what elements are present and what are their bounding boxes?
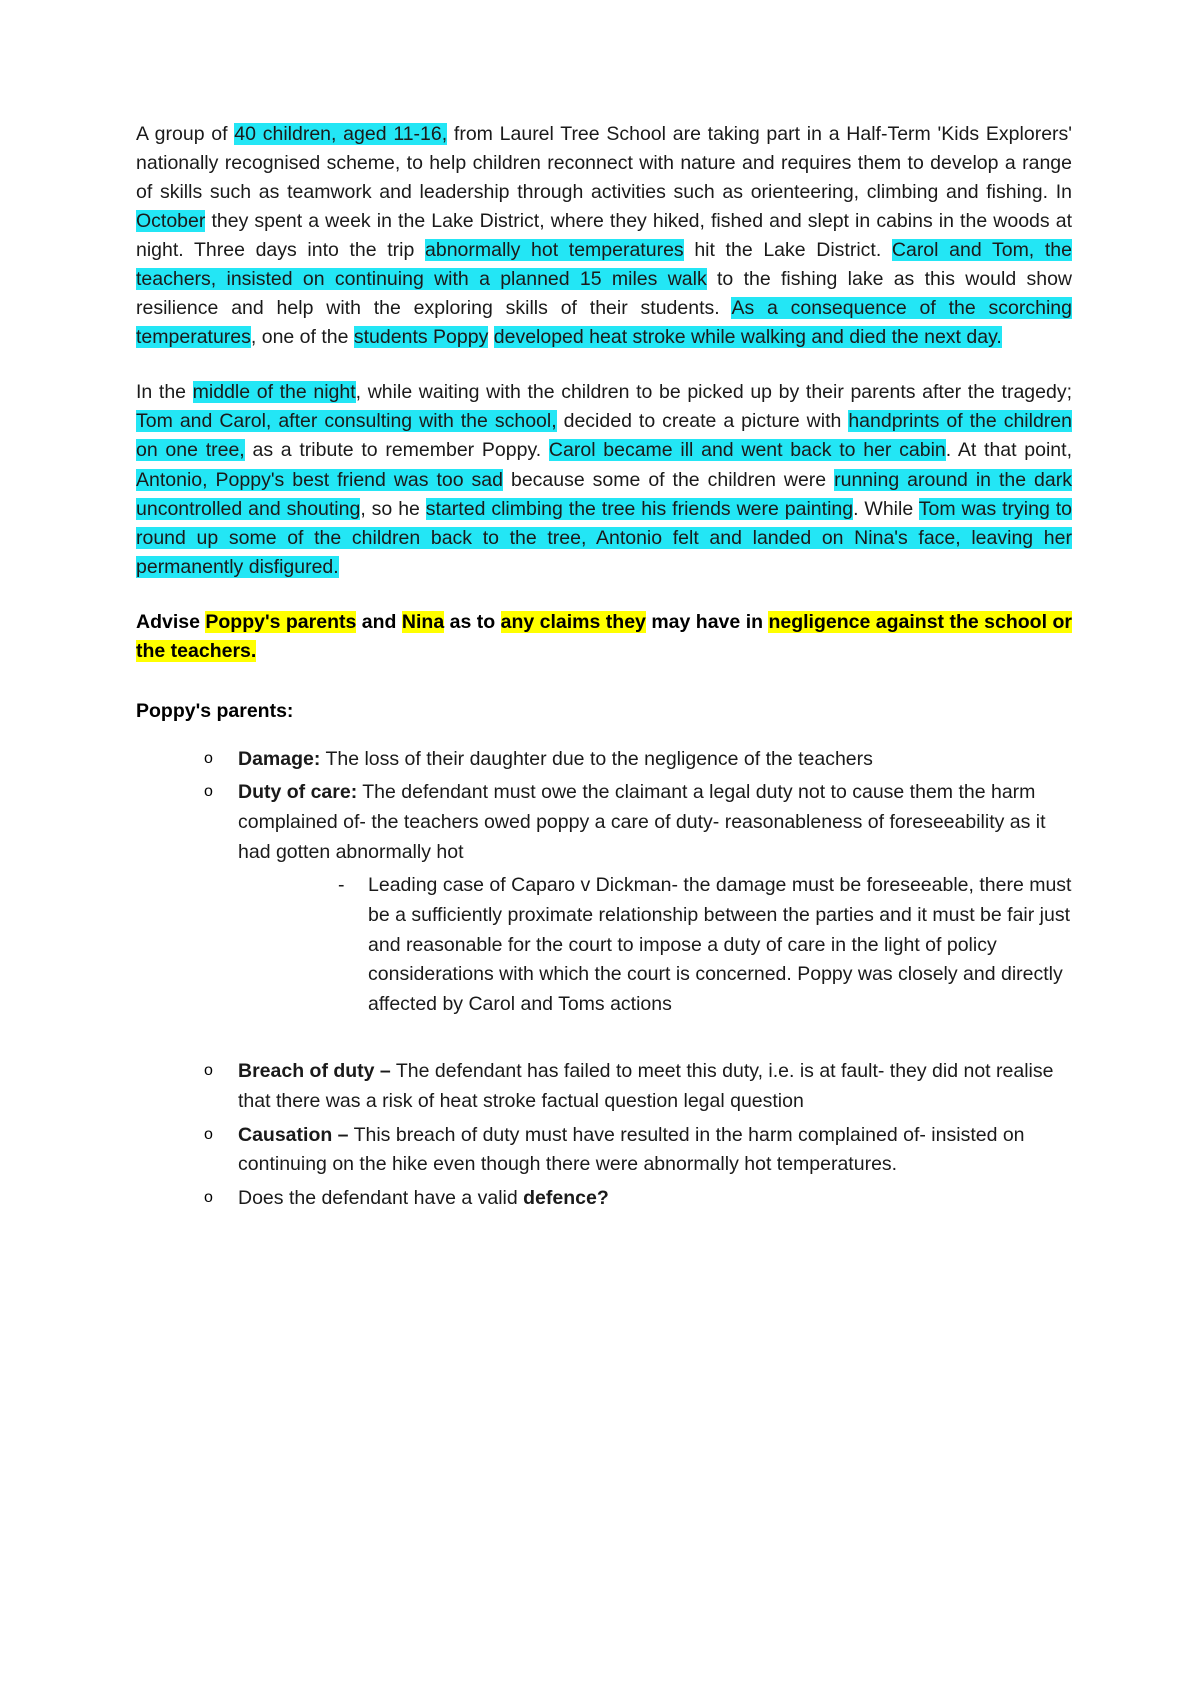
highlighted-text-run: Tom was trying to round up some of the children back to the tree, Antonio felt and landed on Nina's face, leaving her permanently disfigured. — [136, 497, 1072, 578]
highlighted-text-run: and Tom, the teachers, insisted on continuing with a planned 15 miles walk — [136, 239, 1072, 291]
highlighted-text-run: 40 children, aged — [234, 123, 394, 145]
text-run: , so he — [360, 497, 426, 520]
text-run: because some of the children were — [503, 468, 835, 491]
highlighted-text-run: Carol became ill and went back to her cabin — [548, 439, 946, 462]
text-run: as a tribute to remember Poppy. — [244, 439, 549, 462]
list-item — [202, 778, 1072, 1019]
list-item-label: Damage: — [238, 747, 321, 770]
text-run — [488, 326, 493, 348]
text-run: . While — [853, 497, 919, 520]
list-item-text: This breach of duty must have resulted in the harm complained of- insisted on continuing on the hike even though there were abnormally hot temperatures. — [238, 1123, 1025, 1176]
list-item-text: The defendant must owe the claimant a legal duty not to cause them the harm complained of- the teachers owed poppy a care of duty- reasonableness of foreseeability as it had gotten abnormally hot — [238, 781, 1046, 863]
list-item-label: Breach of duty – — [238, 1060, 391, 1083]
text-run: hit the Lake District. — [683, 239, 892, 262]
sub-bullet-list — [238, 871, 1072, 1019]
text-run: , one of the — [250, 326, 354, 349]
highlighted-text-run: handprints of the children on one tree, — [136, 410, 1072, 462]
text-run: they spent a week in the Lake District, where they hiked, fished and slept in cabins in the woods at night. Three days into the trip — [136, 210, 1072, 262]
list-item-label: Causation – — [238, 1123, 349, 1146]
text-run: , while waiting with the children to be picked up by their parents after the tragedy; — [355, 381, 1072, 404]
highlighted-text-run: Antonio, Poppy's best friend was too sad — [136, 468, 503, 491]
text-run: as to — [444, 610, 501, 633]
highlighted-text-run: Nina — [401, 610, 445, 633]
highlighted-text-run: started climbing the tree his friends were painting — [425, 497, 854, 520]
instruction-advise — [136, 608, 1072, 666]
paragraph-scenario-2 — [136, 378, 1072, 581]
list-item — [202, 745, 1072, 775]
highlighted-text-run: As a consequence of the scorching temperatures — [136, 297, 1072, 349]
list-item-text: The loss of their daughter due to the negligence of the teachers — [320, 747, 873, 770]
highlighted-text-run: middle of the night — [192, 381, 356, 404]
sub-list-item: - Leading case of Caparo v Dickman- the damage must be foreseeable, there must be a sufficiently proximate relationship between the parties and it must be fair just and reasonable for the court to impose a duty of care in the light of policy considerations with which the court is concerned. Poppy was closely and directly affected by Carol and Toms actions — [334, 871, 1072, 1019]
text-run: decided to create a picture with — [556, 410, 849, 433]
text-run: from Laurel Tree School are taking part in a Half-Term 'Kids Explorers' nationally recognised scheme, to help children reconnect with nature and requires them to develop a range of skills such as teamwork and leadership through activities such as orienteering, climbing and fishing. In — [136, 123, 1073, 204]
section-heading-poppys-parents: Poppy's parents: — [136, 699, 294, 722]
highlighted-text-run: 11-16, — [393, 123, 448, 145]
text-run: and — [356, 610, 402, 633]
list-item-text: The defendant has failed to meet this duty, i.e. is at fault- they did not realise that there was a risk of heat stroke factual question legal question — [238, 1060, 1054, 1113]
list-item-label: Duty of care: — [238, 781, 358, 804]
list-item — [202, 1184, 1072, 1214]
highlighted-text-run: running around in the dark uncontrolled and shouting — [136, 468, 1072, 520]
highlighted-text-run: Tom and Carol, after consulting with the school, — [136, 410, 557, 433]
list-item-emphasis: defence? — [523, 1186, 609, 1209]
list-item — [202, 1121, 1072, 1180]
highlighted-text-run: students Poppy — [353, 326, 489, 349]
text-run: In the — [136, 381, 193, 404]
text-run: A group of — [136, 123, 235, 145]
text-run: . At that point, — [945, 439, 1072, 462]
highlighted-text-run: October — [136, 210, 206, 233]
text-run: Advise — [136, 610, 206, 633]
bullet-list-claims — [136, 745, 1072, 1214]
highlighted-text-run: any claims they — [500, 610, 646, 633]
text-run: to the fishing lake as this would show resilience and help with the exploring skills of their students. — [136, 268, 1073, 320]
list-item — [202, 1057, 1072, 1116]
highlighted-text-run: Carol — [891, 239, 950, 262]
highlighted-text-run: negligence against the school or the teachers. — [136, 610, 1072, 662]
list-spacer — [202, 1023, 1072, 1057]
paragraph-scenario-1 — [136, 120, 1072, 352]
highlighted-text-run: abnormally hot temperatures — [425, 239, 684, 262]
highlighted-text-run: Poppy's parents — [205, 610, 357, 633]
text-run: may have in — [645, 610, 769, 633]
highlighted-text-run: developed heat stroke while walking and died the next day. — [493, 326, 1002, 349]
list-item-text: Does the defendant have a valid — [238, 1186, 524, 1209]
